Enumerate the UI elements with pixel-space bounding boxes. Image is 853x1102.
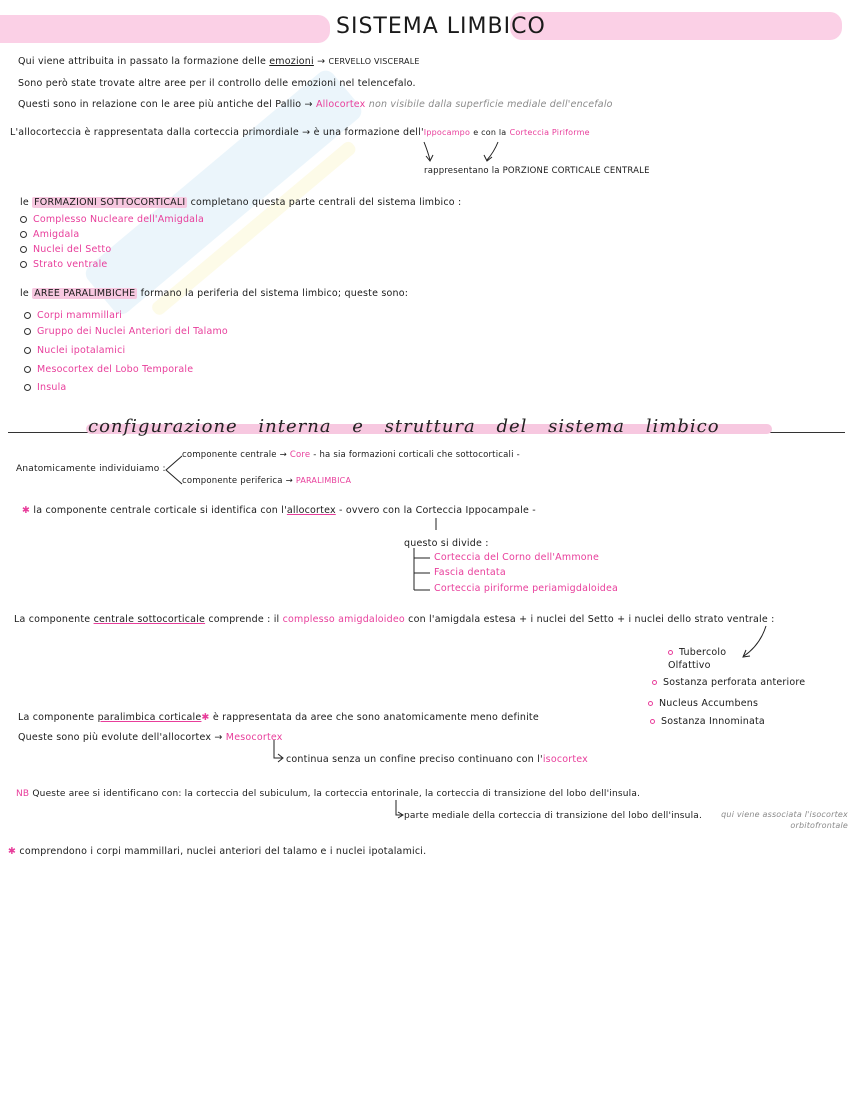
sottocorticale-item-3: Nucleus Accumbens <box>648 698 758 709</box>
corticale-item-1: Corteccia del Corno dell'Ammone <box>434 552 600 563</box>
para1-line4: L'allocorteccia è rappresentata dalla corteccia primordiale → è una formazione dell'Ippocampo e con la Corteccia Piriforme <box>10 127 590 138</box>
paralimbiche-intro: le AREE PARALIMBICHE formano la periferia del sistema limbico; queste sono: <box>20 288 409 299</box>
para1-line5: rappresentano la PORZIONE CORTICALE CENTRALE <box>424 166 650 176</box>
sottocorticali-item-1: Complesso Nucleare dell'Amigdala <box>20 214 204 225</box>
sottocorticali-intro: le FORMAZIONI SOTTOCORTICALI completano questa parte centrali del sistema limbico : <box>20 197 462 208</box>
paralimbica-line3: continua senza un confine preciso continuano con l'isocortex <box>286 754 588 765</box>
para1-line3: Questi sono in relazione con le aree più antiche del Pallio → Allocortex non visibile dalla superficie mediale dell'encefalo <box>18 99 613 110</box>
anatomy-label: Anatomicamente individuiamo : <box>16 464 166 474</box>
nb-line1: NB Queste aree si identificano con: la corteccia del subiculum, la corteccia entorinale, la corteccia di transizione del lobo dell'insula. <box>16 789 641 799</box>
sottocorticali-item-4: Strato ventrale <box>20 259 107 270</box>
paralimbiche-item-3: Nuclei ipotalamici <box>24 345 125 356</box>
sottocorticale-line1: La componente centrale sottocorticale comprende : il complesso amigdaloideo con l'amigdala estesa + i nuclei del Setto + i nuclei dello strato ventrale : <box>14 614 775 625</box>
para1-line1: Qui viene attribuita in passato la formazione delle emozioni → CERVELLO VISCERALE <box>18 56 420 67</box>
sottocorticale-item-1: Tubercolo Olfattivo <box>668 647 727 671</box>
section-title: configurazione interna e struttura del sistema limbico <box>88 416 720 437</box>
paralimbiche-item-2: Gruppo dei Nuclei Anteriori del Talamo <box>24 326 228 337</box>
anatomy-branch-1: componente centrale → Core - ha sia formazioni corticali che sottocorticali - <box>182 450 520 460</box>
anatomy-branch-2: componente periferica → PARALIMBICA <box>182 476 352 486</box>
corticale-divide: questo si divide : <box>404 538 489 549</box>
para1-line2: Sono però state trovate altre aree per il controllo delle emozioni nel telencefalo. <box>18 78 416 89</box>
paralimbiche-item-5: Insula <box>24 382 66 393</box>
corticale-item-3: Corteccia piriforme periamigdaloidea <box>434 583 619 594</box>
sottocorticale-item-4: Sostanza Innominata <box>650 716 765 727</box>
paralimbica-line1: La componente paralimbica corticale✱ è rappresentata da aree che sono anatomicamente meno definite <box>18 712 539 723</box>
nb-line2: parte mediale della corteccia di transizione del lobo dell'insula. <box>404 811 703 821</box>
sottocorticale-item-2: Sostanza perforata anteriore <box>652 677 805 688</box>
nb-line2-note: qui viene associata l'isocortex orbitofrontale <box>721 810 848 830</box>
corticale-line1: ✱ la componente centrale corticale si identifica con l'allocortex - ovvero con la Corteccia Ippocampale - <box>22 505 536 516</box>
sottocorticali-item-3: Nuclei del Setto <box>20 244 111 255</box>
corticale-item-2: Fascia dentata <box>434 567 506 578</box>
paralimbiche-item-1: Corpi mammillari <box>24 310 122 321</box>
paralimbiche-item-4: Mesocortex del Lobo Temporale <box>24 364 193 375</box>
nb-star-line: ✱ comprendono i corpi mammillari, nuclei anteriori del talamo e i nuclei ipotalamici. <box>8 846 427 857</box>
sottocorticali-item-2: Amigdala <box>20 229 79 240</box>
paralimbica-line2: Queste sono più evolute dell'allocortex → Mesocortex <box>18 732 283 743</box>
page-title: SISTEMA LIMBICO <box>336 14 546 39</box>
